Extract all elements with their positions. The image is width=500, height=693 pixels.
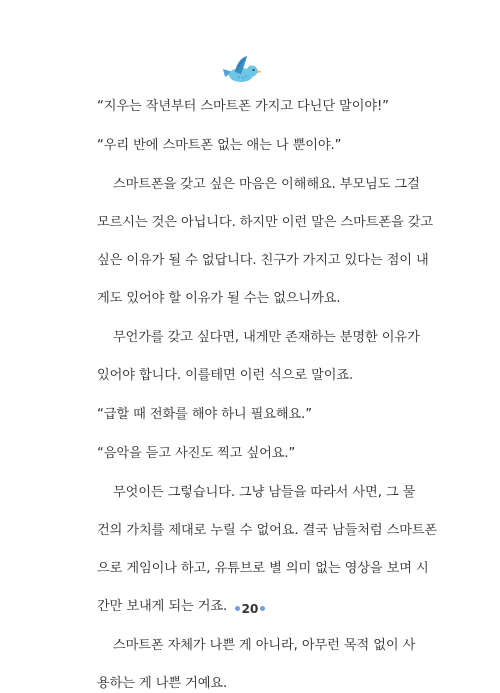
quote-2: “우리 반에 스마트폰 없는 애는 나 뿐이야.” — [97, 138, 342, 153]
paragraph-line: 무언가를 갖고 싶다면, 내게만 존재하는 분명한 이유가 — [113, 330, 420, 345]
paragraph-line: 모르시는 것은 아닙니다. 하지만 이런 말은 스마트폰을 갖고 — [97, 215, 434, 230]
paragraph-line: 간만 보내게 되는 거죠. — [97, 599, 228, 614]
quote-3: “급할 때 전화를 해야 하니 필요해요.” — [97, 407, 312, 422]
paragraph-line: 게도 있어야 할 이유가 될 수는 없으니까요. — [97, 291, 341, 306]
dot-icon — [235, 606, 240, 611]
page-footer — [0, 602, 500, 616]
paragraph-1 — [97, 175, 434, 308]
paragraph-line: 건의 가치를 제대로 누릴 수 없어요. 결국 남들처럼 스마트폰 — [97, 523, 438, 538]
paragraph-line: 으로 게임이나 하고, 유튜브로 별 의미 없는 영상을 보며 시 — [97, 561, 429, 576]
page-number: 20 — [241, 602, 259, 616]
paragraph-line: 용하는 게 나쁜 거예요. — [97, 676, 228, 691]
paragraph-line: 무엇이든 그렇습니다. 그냥 남들을 따라서 사면, 그 물 — [113, 485, 416, 500]
paragraph-3 — [97, 483, 438, 616]
paragraph-4 — [97, 636, 417, 693]
quote-4: “음악을 듣고 사진도 찍고 싶어요.” — [97, 446, 296, 461]
paragraph-2 — [97, 328, 420, 385]
dot-icon — [260, 606, 265, 611]
paragraph-line: 싶은 이유가 될 수 없답니다. 친구가 가지고 있다는 점이 내 — [97, 253, 429, 268]
quote-1: “지우는 작년부터 스마트폰 가지고 다닌단 말이야!” — [97, 99, 389, 114]
paragraph-line: 스마트폰을 갖고 싶은 마음은 이해해요. 부모님도 그걸 — [113, 177, 420, 192]
paragraph-line: 있어야 합니다. 이를테면 이런 식으로 말이죠. — [97, 368, 354, 383]
bird-icon — [219, 55, 263, 87]
paragraph-line: 스마트폰 자체가 나쁜 게 아니라, 아무런 목적 없이 사 — [113, 638, 416, 653]
